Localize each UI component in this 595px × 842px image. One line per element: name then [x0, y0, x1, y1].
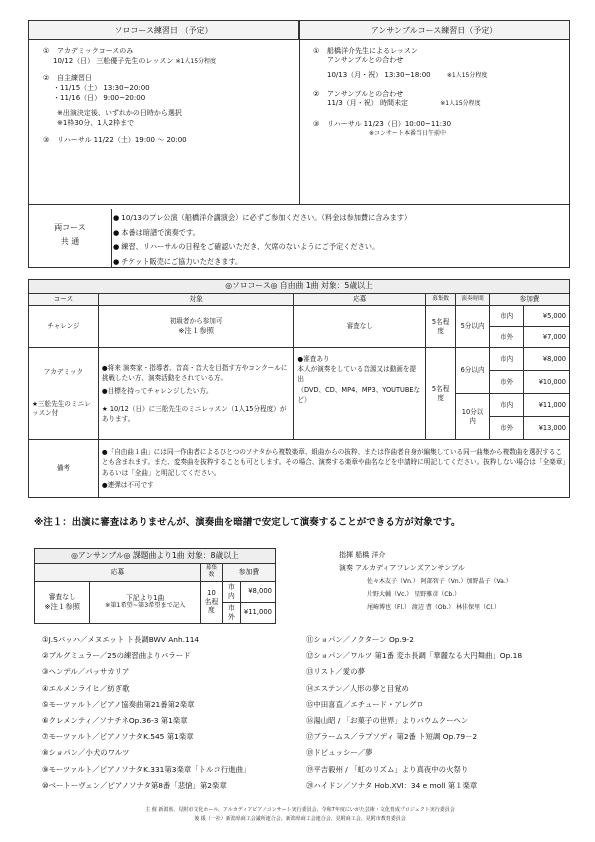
common-notes-list — [113, 211, 563, 269]
list-item: ⑩ベートーヴェン／ピアノソナタ第8番「悲愴」第2楽章 — [42, 780, 227, 790]
col-header-time: 演奏時間 — [456, 294, 490, 306]
solo-schedule-header: ソロコース練習日 （予定） — [29, 21, 299, 40]
col-header-course: コース — [29, 294, 99, 306]
table-row — [29, 440, 570, 498]
schedule-divider — [299, 21, 300, 204]
fee-label: 市内 — [490, 306, 524, 327]
list-item: ⑯湯山昭 / 「お菓子の世界」よりバウムクーヘン — [306, 716, 469, 726]
table-row — [29, 348, 570, 371]
list-item: ⑧ショパン／小犬のワルツ — [42, 748, 130, 758]
ensemble-table — [34, 548, 276, 624]
remarks-text: ●「自由曲１曲」には同一作曲者によるひとつのソナタから複数楽章、組曲からの抜粋、または作曲者自身が編集している同一曲集から複数曲を選択することも含まれます。また、変奏曲を抜粋することも可とします。その場合、演奏する楽章や曲名などを申請時に明記してください。抜粋しない場合は「全楽章」あるいは「全曲」と明記してください。 ●連弾は不可です — [98, 440, 569, 498]
sponsors: 後 援（一社）新潟県商工会議所連合会、新潟県商工会連合会、見附商工会、見附市教育委員会 — [194, 816, 406, 822]
schedule-common-divider — [29, 204, 569, 205]
ens-apply: 審査なし ※注１参照 — [35, 581, 90, 623]
col-header-apply: 応募 — [294, 294, 426, 306]
ensemble-schedule-header: アンサンブルコース練習日（予定） — [299, 21, 569, 40]
fee-label: 市外 — [490, 371, 524, 394]
fee-value: ¥10,000 — [523, 371, 569, 394]
common-note: ● 本番は暗譜で演奏です。 — [113, 226, 563, 241]
course-challenge: チャレンジ — [29, 306, 99, 348]
orchestra: 演奏 アルカディアフレンズアンサンブル — [339, 564, 465, 572]
time-challenge: 5分以内 — [456, 306, 490, 348]
list-item: ③ヘンデル／パッサカリア — [42, 667, 130, 677]
time-academic-1: 6分以内 — [456, 348, 490, 394]
common-note: ● 練習、リハーサルの日程をご確認いただき、欠席のないようにご予定ください。 — [113, 240, 563, 255]
repertoire-list-right — [306, 632, 574, 794]
list-item: ⑥クレメンティ／ソナチネOp.36-3 第1楽章 — [42, 716, 188, 726]
table-row — [35, 581, 276, 602]
ensemble-table-title: ◎アンサンブル◎ 課題曲より1曲 対象：8歳以上 — [35, 549, 276, 564]
list-item: ⑨モーツァルト／ピアノソナタK.331第3楽章「トルコ行進曲」 — [42, 764, 251, 774]
list-item: ⑬リスト／愛の夢 — [306, 667, 365, 677]
note-1: ※注１：出演に審査はありませんが、演奏曲を暗譜で安定して演奏することができる方が対象です。 — [34, 517, 461, 528]
ens-count: 10名程度 — [201, 581, 223, 623]
fee-value: ¥11,000 — [240, 602, 275, 623]
list-item: ⑪ショパン／ノクターン Op.9-2 — [306, 635, 414, 644]
list-item: ⑮中田喜直／エチュード・アレグロ — [306, 699, 424, 709]
fee-label: 市外 — [490, 417, 524, 440]
performer-row: 尾崎博也（Fl.） 渡辺 曹（Ob.） 林佳保里（Cl.） — [367, 604, 500, 611]
count-academic: 5名程度 — [426, 348, 456, 440]
list-item: ⑱ドビュッシー／夢 — [306, 748, 373, 758]
fee-value: ¥7,000 — [523, 327, 569, 348]
schedule-box — [28, 20, 570, 268]
course-academic: アカデミック ★三舩先生のミニレッスン付 — [29, 348, 99, 440]
performer-row: 片野大輔（Vc.） 星野雅彦（Cb.） — [367, 591, 461, 598]
fee-label: 市内 — [490, 348, 524, 371]
fee-value: ¥5,000 — [523, 306, 569, 327]
ensemble-schedule-item-3: ③ リハーサル 11/23（日）10:00~11:30 ※コンサート本番当日午前中 — [313, 120, 452, 137]
list-item: ④エルメンライヒ／紡ぎ歌 — [42, 683, 130, 693]
target-challenge: 初級者から参加可 ※注１参照 — [98, 306, 294, 348]
fee-value: ¥8,000 — [240, 581, 275, 602]
footer-credits — [30, 806, 570, 824]
organizers: 主 催 新潟県、見附市文化ホール、アルカディアピアノコンサート実行委員会、令和7年度にいがた芸術・文化育成プロジェクト実行委員会 — [145, 807, 455, 813]
remarks-label: 備考 — [29, 440, 99, 498]
list-item: ⑤モーツァルト／ピアノ協奏曲第21番第2楽章 — [42, 699, 195, 709]
ens-col-header-count: 募集数 — [201, 564, 223, 582]
solo-schedule-item-3: ③ リハーサル 11/22（土）19:00 ～ 20:00 — [43, 135, 187, 144]
solo-schedule — [43, 47, 295, 150]
table-row — [29, 306, 570, 327]
time-academic-2: 10分以内 — [456, 394, 490, 440]
ens-col-header-apply: 応募 — [35, 564, 201, 582]
solo-schedule-item-2: ② 自主練習日 ・11/15（土） 13:30~20:00 ・11/16（日） 9:00~20:00 ※出演決定後、いずれかの日時から選択 ※1枠30分、1人2枠まで — [43, 74, 182, 127]
col-header-fee: 参加費 — [490, 294, 570, 306]
fee-value: ¥8,000 — [523, 348, 569, 371]
list-item: ⑦モーツァルト／ピアノソナタK.545 第1楽章 — [42, 732, 194, 742]
performers — [339, 549, 579, 614]
list-item: ⑲平吉毅州 / 「虹のリズム」より真夜中の火祭り — [306, 764, 469, 774]
conductor: 指揮 船橋 洋介 — [339, 551, 386, 559]
apply-challenge: 審査なし — [294, 306, 426, 348]
ens-song: 下記より1曲 ※第1希望~第3希望まで記入 — [90, 581, 201, 623]
performer-row: 佐々木友子（Vn.） 阿部智子（Vn.）加野晶子（Va.） — [367, 578, 512, 585]
common-note: ● 10/13のプレ公演（船橋洋介講演会）に必ずご参加ください。（料金は参加費に含みます） — [113, 211, 563, 226]
fee-value: ¥11,000 — [523, 394, 569, 417]
col-header-target: 対象 — [98, 294, 294, 306]
fee-value: ¥13,000 — [523, 417, 569, 440]
list-item: ⑰ブラームス／ラプソディ 第2番 ト短調 Op.79－2 — [306, 732, 478, 742]
target-academic: ●将来 演奏家・指導者、音高・音大を目指す方やコンクールに挑戦したい方、演奏活動をされている方。 ●目標を持ってチャレンジしたい方。 ★ 10/12（日）に三舩先生のミニレッスン（1人15分程度）があります。 — [98, 348, 294, 440]
list-item: ①J.Sバッハ／メヌエット ト長調BWV Anh.114 — [42, 635, 200, 644]
fee-label: 市内 — [222, 581, 240, 602]
common-note: ● チケット販売にご協力いただきます。 — [113, 255, 563, 270]
apply-academic: ●審査あり 本人が演奏をしている音源又は動画を提出 （DVD、CD、MP4、MP3、YOUTUBEなど） — [294, 348, 426, 440]
solo-table-title: ◎ソロコース◎ 自由曲 1曲 対象：5歳以上 — [29, 280, 570, 294]
fee-label: 市内 — [490, 394, 524, 417]
list-item: ⑳ハイドン／ソナタ Hob.XⅥ：34 e moll 第１楽章 — [306, 780, 478, 790]
ens-col-header-fee: 参加費 — [222, 564, 275, 582]
ensemble-schedule-item-1: ① 船橋洋介先生によるレッスン アンサンブルとの合わせ 10/13（月・祝） 13:30~18:00 ※1人15分程度 — [313, 47, 488, 80]
list-item: ②ブルグミュラー／25の練習曲よりバラード — [42, 651, 191, 661]
common-notes-separator — [111, 209, 112, 267]
ensemble-schedule-item-2: ② アンサンブルとの合わせ 11/3（月・祝） 時間未定 ※1人15分程度 — [313, 90, 481, 108]
repertoire-list-left — [42, 632, 312, 794]
col-header-count: 募集数 — [426, 294, 456, 306]
fee-label: 市外 — [490, 327, 524, 348]
ensemble-schedule — [313, 47, 567, 142]
list-item: ⑫ショパン／ワルツ 第1番 変ホ長調「華麗なる大円舞曲」Op.18 — [306, 651, 523, 661]
common-notes-label: 両コース 共 通 — [54, 223, 86, 246]
fee-label: 市外 — [222, 602, 240, 623]
count-challenge: 5名程度 — [426, 306, 456, 348]
solo-schedule-item-1: ① アカデミックコースのみ 10/12（日） 三舩優子先生のレッスン ※1人15分程度 — [43, 47, 217, 66]
list-item: ⑭エステン／人形の夢と目覚め — [306, 683, 409, 693]
solo-course-table — [28, 279, 570, 498]
